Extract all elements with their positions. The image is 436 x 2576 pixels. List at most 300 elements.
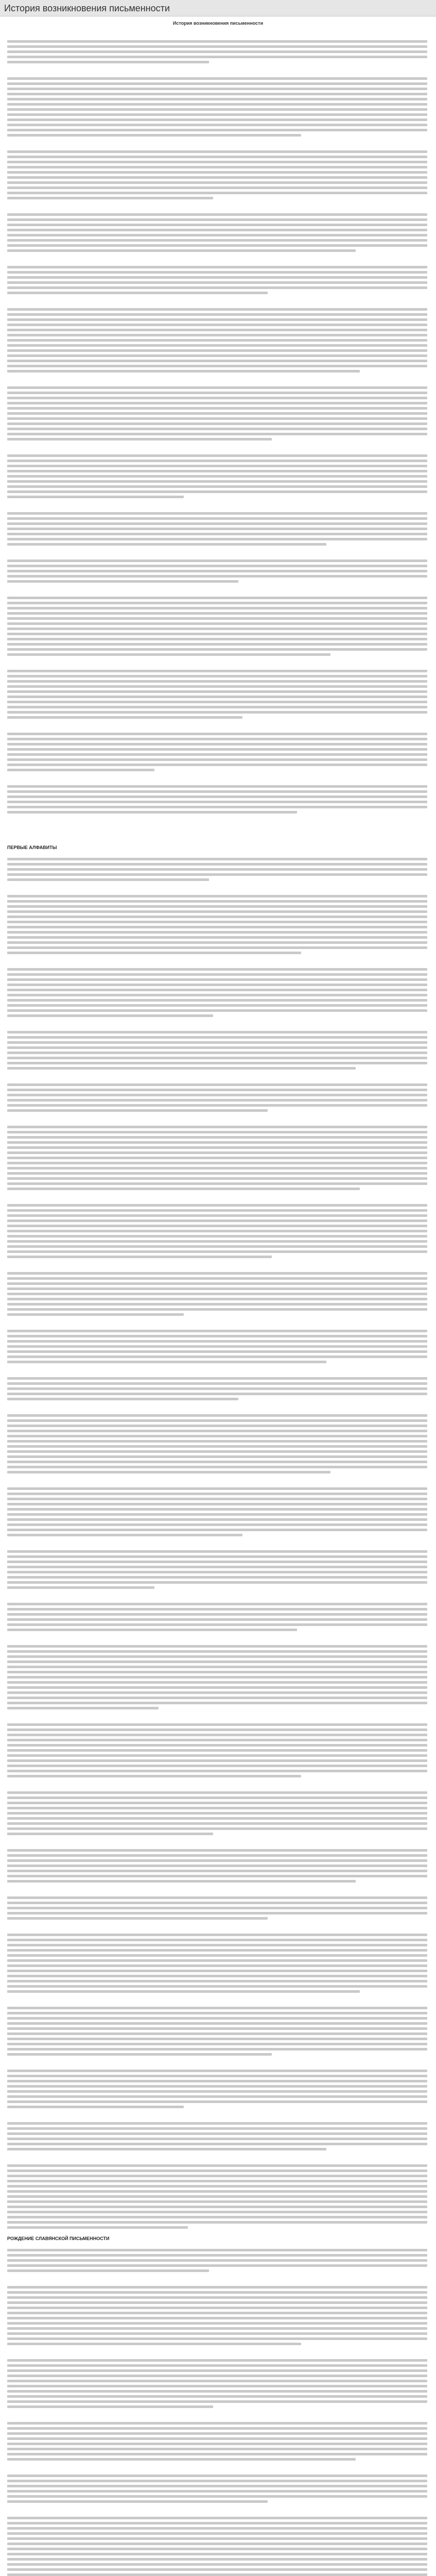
text-line [7, 2380, 427, 2382]
text-line [7, 412, 427, 415]
paragraph [7, 1272, 427, 1318]
paragraph [7, 1377, 427, 1403]
text-line [7, 2400, 427, 2403]
text-line [7, 994, 427, 996]
text-line [7, 1136, 427, 1139]
text-line [7, 1775, 301, 1777]
text-line [7, 2291, 427, 2294]
text-line [7, 1009, 427, 1012]
text-line [7, 1182, 427, 1185]
text-line [7, 2573, 427, 2576]
text-line [7, 1812, 427, 1815]
text-line [7, 1303, 427, 1306]
text-line [7, 1513, 427, 1516]
text-line [7, 181, 427, 184]
text-line [7, 653, 330, 656]
text-line [7, 2226, 188, 2229]
text-line [7, 565, 427, 567]
text-line [7, 1430, 427, 1432]
text-line [7, 249, 356, 252]
text-line [7, 490, 427, 493]
text-line [7, 2085, 427, 2088]
text-line [7, 470, 427, 472]
text-line [7, 921, 427, 923]
text-line [7, 1225, 427, 1227]
text-line [7, 1980, 427, 1982]
text-line [7, 2337, 427, 2340]
text-line [7, 873, 427, 876]
text-line [7, 769, 154, 771]
text-line [7, 617, 427, 620]
text-line [7, 1934, 427, 1936]
text-line [7, 517, 427, 520]
text-line [7, 2127, 427, 2130]
text-line [7, 1791, 427, 1794]
text-line [7, 570, 427, 572]
text-line [7, 40, 427, 43]
text-line [7, 2100, 427, 2103]
paragraph [7, 1550, 427, 1591]
text-line [7, 2164, 427, 2167]
text-line [7, 266, 427, 268]
text-line [7, 422, 427, 425]
text-line [7, 1298, 427, 1300]
text-line [7, 2027, 427, 2030]
text-line [7, 2007, 427, 2009]
text-line [7, 93, 427, 95]
text-line [7, 2390, 427, 2393]
text-line [7, 1377, 427, 1380]
text-line [7, 349, 427, 352]
text-line [7, 292, 268, 294]
text-line [7, 790, 427, 793]
text-line [7, 1734, 427, 1736]
text-line [7, 2032, 427, 2035]
text-line [7, 1104, 427, 1107]
text-line [7, 1282, 427, 1285]
text-line [7, 197, 213, 199]
text-line [7, 1440, 427, 1443]
text-line [7, 1419, 427, 1422]
text-line [7, 2527, 427, 2530]
text-line [7, 1555, 427, 1558]
paragraph [7, 1031, 427, 1072]
text-line [7, 2143, 427, 2145]
text-line [7, 2568, 427, 2571]
text-line [7, 1004, 427, 1007]
text-line [7, 868, 427, 871]
text-line [7, 1450, 427, 1453]
text-line [7, 1859, 427, 1862]
text-line [7, 1157, 427, 1159]
paragraph [7, 785, 427, 816]
text-line [7, 485, 427, 488]
text-line [7, 580, 238, 583]
text-line [7, 931, 427, 934]
text-line [7, 339, 427, 342]
text-line [7, 1854, 427, 1857]
text-line [7, 397, 427, 399]
text-line [7, 1177, 427, 1180]
text-line [7, 643, 427, 646]
text-line [7, 560, 427, 562]
text-line [7, 1287, 427, 1290]
text-line [7, 696, 427, 698]
text-line [7, 2038, 427, 2040]
text-line [7, 1561, 427, 1563]
paragraph [7, 2286, 427, 2348]
text-line [7, 1608, 427, 1611]
text-line [7, 863, 427, 866]
text-line [7, 1209, 427, 1212]
text-line [7, 1498, 427, 1500]
text-line [7, 1749, 427, 1752]
text-line [7, 166, 427, 168]
text-line [7, 2422, 427, 2425]
paragraph [7, 1204, 427, 1261]
text-line [7, 2317, 427, 2319]
text-line [7, 528, 427, 530]
text-line [7, 2301, 427, 2304]
text-line [7, 308, 427, 311]
text-line [7, 1046, 427, 1049]
text-line [7, 1109, 268, 1112]
text-line [7, 680, 427, 683]
text-line [7, 1770, 427, 1772]
text-line [7, 1350, 427, 1353]
text-line [7, 1293, 427, 1295]
text-line [7, 2175, 427, 2177]
text-line [7, 1062, 427, 1064]
text-line [7, 1603, 427, 1605]
text-line [7, 2364, 427, 2367]
text-line [7, 1503, 427, 1505]
text-line [7, 1487, 427, 1490]
text-line [7, 1964, 427, 1967]
text-line [7, 276, 427, 279]
text-line [7, 1613, 427, 1616]
text-line [7, 1870, 427, 1872]
text-line [7, 1089, 427, 1091]
text-line [7, 1057, 427, 1059]
text-line [7, 1131, 427, 1133]
paragraph [7, 2249, 427, 2275]
text-line [7, 1529, 427, 1531]
text-line [7, 1686, 427, 1689]
text-line [7, 1666, 427, 1668]
text-line [7, 1902, 427, 1904]
text-line [7, 1754, 427, 1757]
paragraph [7, 895, 427, 957]
text-line [7, 187, 427, 189]
text-line [7, 402, 427, 404]
text-line [7, 2432, 427, 2435]
text-line [7, 2327, 427, 2330]
text-line [7, 480, 427, 483]
text-line [7, 2070, 427, 2072]
text-line [7, 496, 184, 498]
paragraph [7, 1934, 427, 1995]
text-line [7, 1534, 242, 1536]
text-line [7, 538, 427, 540]
text-line [7, 733, 427, 735]
text-line [7, 465, 427, 467]
text-line [7, 1660, 427, 1663]
text-line [7, 1959, 427, 1962]
paragraph [7, 2422, 427, 2463]
text-line [7, 1126, 427, 1128]
text-line [7, 2458, 356, 2461]
text-line [7, 1586, 154, 1589]
section-heading-first-alphabets: ПЕРВЫЕ АЛФАВИТЫ [7, 845, 57, 850]
text-line [7, 171, 427, 174]
text-line [7, 1671, 427, 1673]
text-line [7, 1393, 427, 1395]
text-line [7, 1277, 427, 1280]
text-line [7, 633, 427, 635]
text-line [7, 801, 427, 803]
text-line [7, 2343, 301, 2345]
text-line [7, 1618, 427, 1621]
text-line [7, 716, 242, 719]
text-line [7, 1759, 427, 1762]
text-line [7, 522, 427, 525]
text-line [7, 50, 427, 53]
text-line [7, 1014, 213, 1017]
text-line [7, 2563, 427, 2566]
text-line [7, 334, 427, 336]
text-line [7, 1739, 427, 1741]
text-line [7, 1151, 427, 1154]
text-line [7, 916, 427, 918]
text-line [7, 2106, 184, 2108]
text-line [7, 1833, 213, 1835]
text-line [7, 910, 427, 913]
text-line [7, 978, 427, 981]
text-line [7, 2012, 427, 2014]
text-line [7, 2553, 427, 2555]
text-line [7, 161, 427, 163]
text-line [7, 2075, 427, 2077]
text-line [7, 2259, 427, 2262]
text-line [7, 1550, 427, 1553]
text-line [7, 1623, 427, 1626]
text-line [7, 1146, 427, 1149]
text-line [7, 1052, 427, 1054]
text-line [7, 1094, 427, 1096]
paragraph [7, 2475, 427, 2505]
text-line [7, 1912, 427, 1914]
paragraph [7, 77, 427, 139]
text-line [7, 670, 427, 672]
text-line [7, 281, 427, 284]
text-line [7, 2211, 427, 2213]
page-header [0, 0, 436, 16]
paragraph [7, 2007, 427, 2058]
text-line [7, 2249, 427, 2251]
text-line [7, 1822, 427, 1825]
text-line [7, 2532, 427, 2535]
text-line [7, 1645, 427, 1648]
text-line [7, 1723, 427, 1726]
text-line [7, 134, 301, 137]
text-line [7, 82, 427, 85]
section-heading-slavic-writing: РОЖДЕНИЕ СЛАВЯНСКОЙ ПИСЬМЕННОСТИ [7, 2236, 110, 2241]
text-line [7, 1387, 427, 1390]
text-line [7, 1041, 427, 1044]
paragraph [7, 968, 427, 1020]
text-line [7, 743, 427, 745]
text-line [7, 2322, 427, 2325]
text-line [7, 239, 427, 242]
text-line [7, 2522, 427, 2524]
text-line [7, 2385, 427, 2387]
paragraph [7, 2070, 427, 2111]
text-line [7, 1308, 427, 1311]
paragraph [7, 1414, 427, 1476]
text-line [7, 2375, 427, 2377]
text-line [7, 2017, 427, 2020]
text-line [7, 2095, 427, 2098]
text-line [7, 213, 427, 216]
text-line [7, 936, 427, 939]
text-line [7, 628, 427, 630]
text-line [7, 968, 427, 971]
text-line [7, 454, 427, 457]
paragraph [7, 1645, 427, 1712]
paragraph [7, 454, 427, 501]
text-line [7, 2148, 326, 2150]
text-line [7, 1566, 427, 1568]
text-line [7, 98, 427, 100]
text-line [7, 1031, 427, 1033]
text-line [7, 1414, 427, 1417]
text-line [7, 1455, 427, 1458]
paragraph [7, 1126, 427, 1193]
text-line [7, 926, 427, 928]
text-line [7, 370, 360, 372]
text-line [7, 1141, 427, 1144]
text-line [7, 176, 427, 179]
text-line [7, 878, 209, 881]
text-line [7, 56, 427, 58]
text-line [7, 2269, 209, 2272]
text-line [7, 1817, 427, 1820]
text-line [7, 1493, 427, 1495]
text-line [7, 1728, 427, 1731]
text-line [7, 738, 427, 740]
text-line [7, 1425, 427, 1427]
text-line [7, 512, 427, 515]
text-line [7, 1036, 427, 1039]
text-line [7, 1939, 427, 1941]
text-line [7, 952, 301, 954]
text-line [7, 1435, 427, 1437]
text-line [7, 597, 427, 599]
text-line [7, 2132, 427, 2135]
paragraph [7, 386, 427, 443]
text-line [7, 2437, 427, 2440]
text-line [7, 999, 427, 1002]
text-line [7, 2307, 427, 2309]
text-line [7, 2286, 427, 2289]
text-line [7, 324, 427, 326]
text-line [7, 1335, 427, 1337]
text-line [7, 648, 427, 651]
text-line [7, 1707, 159, 1709]
text-line [7, 108, 427, 111]
text-line [7, 1681, 427, 1684]
text-line [7, 2264, 427, 2267]
text-line [7, 417, 427, 420]
paragraph [7, 266, 427, 297]
paragraph [7, 733, 427, 774]
text-line [7, 271, 427, 274]
text-line [7, 2395, 427, 2398]
text-line [7, 1949, 427, 1952]
paragraph [7, 1330, 427, 1366]
text-line [7, 1629, 297, 1631]
text-line [7, 1954, 427, 1957]
text-line [7, 1162, 427, 1164]
text-line [7, 1256, 272, 1258]
paragraph [7, 308, 427, 375]
text-line [7, 475, 427, 478]
document-subtitle: История возникновения письменности [172, 21, 264, 26]
text-line [7, 811, 297, 814]
text-line [7, 218, 427, 221]
paragraph [7, 1723, 427, 1780]
text-line [7, 1849, 427, 1852]
page-title: История возникновения письменности [4, 3, 170, 13]
paragraph [7, 1603, 427, 1634]
text-line [7, 1361, 326, 1363]
text-line [7, 785, 427, 788]
text-line [7, 1676, 427, 1679]
text-line [7, 234, 427, 236]
text-line [7, 1250, 427, 1253]
text-line [7, 1230, 427, 1232]
paragraph [7, 512, 427, 548]
text-line [7, 1219, 427, 1222]
text-line [7, 2500, 268, 2503]
text-line [7, 1445, 427, 1448]
text-line [7, 2548, 427, 2550]
text-line [7, 984, 427, 986]
text-line [7, 77, 427, 80]
text-line [7, 2453, 427, 2455]
text-line [7, 1581, 427, 1584]
text-line [7, 941, 427, 944]
text-line [7, 764, 427, 766]
text-line [7, 1204, 427, 1207]
text-line [7, 1990, 360, 1993]
text-line [7, 1330, 427, 1332]
text-line [7, 433, 427, 435]
text-line [7, 103, 427, 106]
paragraph [7, 1487, 427, 1539]
text-line [7, 386, 427, 389]
text-line [7, 2200, 427, 2203]
paragraph [7, 2122, 427, 2153]
text-line [7, 1797, 427, 1799]
text-line [7, 2480, 427, 2482]
text-line [7, 2122, 427, 2125]
text-line [7, 1802, 427, 1804]
text-line [7, 989, 427, 991]
text-line [7, 1827, 427, 1830]
text-line [7, 1471, 330, 1473]
